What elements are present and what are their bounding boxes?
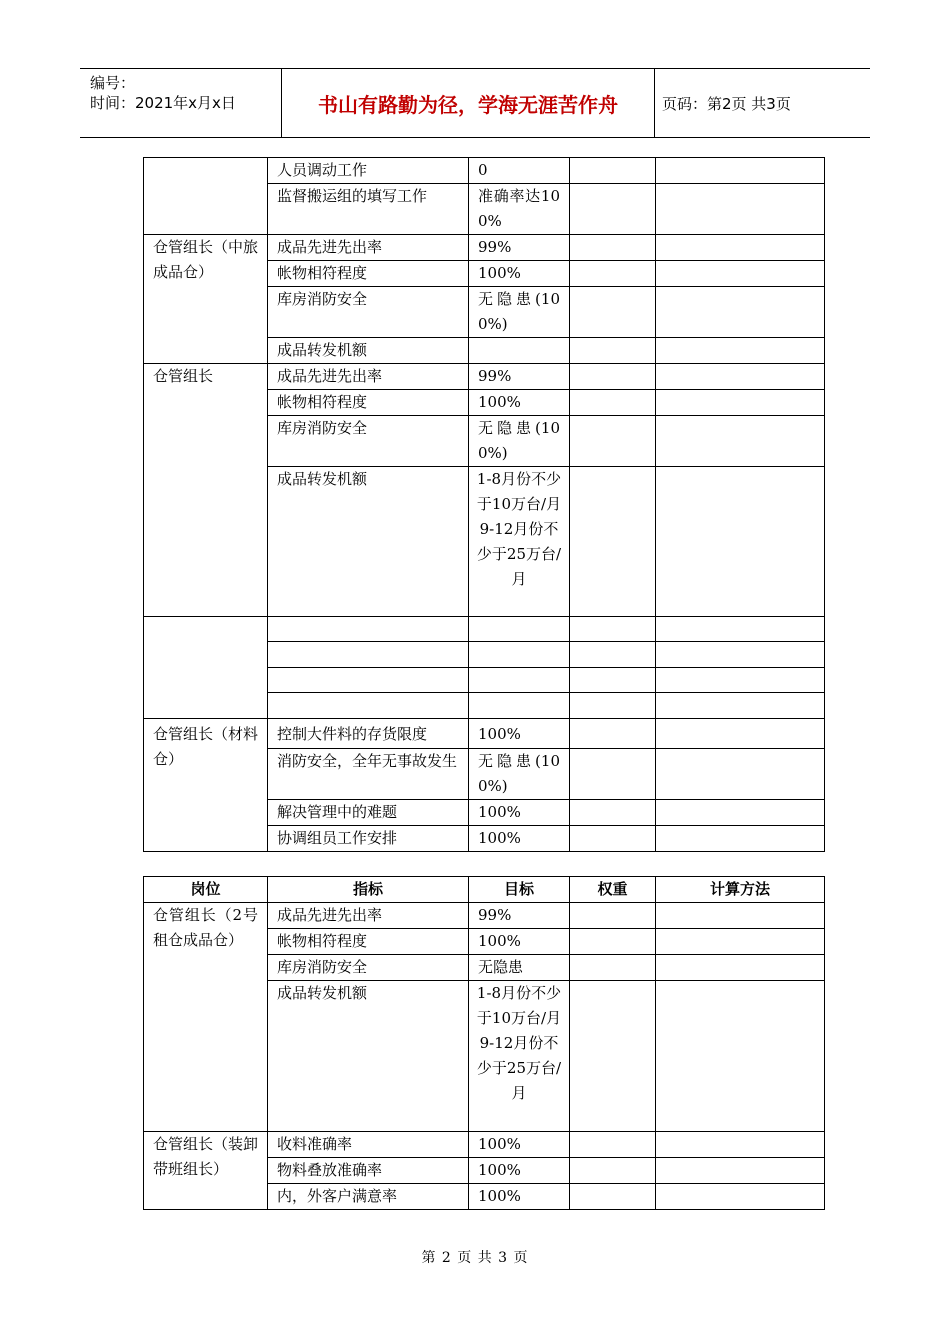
column-header-indicator: 指标 [268, 877, 469, 903]
target-cell: 100% [469, 390, 570, 416]
target-cell: 99% [469, 903, 570, 929]
table-header-row [144, 877, 825, 903]
indicator-cell [268, 693, 469, 719]
method-cell [656, 800, 825, 826]
position-cell: 仓管组长（材料仓） [144, 719, 268, 852]
weight-cell [570, 416, 656, 467]
indicator-cell: 成品先进先出率 [268, 903, 469, 929]
method-cell [656, 390, 825, 416]
kpi-table [143, 876, 825, 1210]
target-cell: 100% [469, 1158, 570, 1184]
target-cell: 1-8月份不少于10万台/月 9-12月份不少于25万台/月 [469, 467, 570, 617]
method-cell [656, 338, 825, 364]
weight-cell [570, 642, 656, 668]
weight-cell [570, 364, 656, 390]
method-cell [656, 719, 825, 749]
weight-cell [570, 338, 656, 364]
indicator-cell: 帐物相符程度 [268, 390, 469, 416]
target-cell: 无隐患(100%) [469, 287, 570, 338]
method-cell [656, 693, 825, 719]
target-cell: 100% [469, 1184, 570, 1210]
weight-cell [570, 467, 656, 617]
method-cell [656, 467, 825, 617]
method-cell [656, 749, 825, 800]
header-meta [90, 73, 280, 113]
method-cell [656, 826, 825, 852]
target-cell: 100% [469, 261, 570, 287]
position-cell: 仓管组长（装卸带班组长） [144, 1132, 268, 1210]
column-header-method: 计算方法 [656, 877, 825, 903]
method-cell [656, 416, 825, 467]
indicator-cell: 库房消防安全 [268, 416, 469, 467]
method-cell [656, 929, 825, 955]
target-cell: 1-8月份不少于10万台/月 9-12月份不少于25万台/月 [469, 981, 570, 1132]
header-motto: 书山有路勤为径，学海无涯苦作舟 [318, 92, 618, 117]
weight-cell [570, 668, 656, 693]
column-header-position: 岗位 [144, 877, 268, 903]
target-cell: 99% [469, 364, 570, 390]
target-cell: 无隐患(100%) [469, 416, 570, 467]
weight-cell [570, 693, 656, 719]
indicator-cell: 帐物相符程度 [268, 261, 469, 287]
weight-cell [570, 1158, 656, 1184]
target-cell: 无隐患(100%) [469, 749, 570, 800]
method-cell [656, 184, 825, 235]
column-header-weight: 权重 [570, 877, 656, 903]
indicator-cell [268, 617, 469, 642]
method-cell [656, 1184, 825, 1210]
table-row [144, 1132, 825, 1158]
weight-cell [570, 158, 656, 184]
indicator-cell: 库房消防安全 [268, 287, 469, 338]
method-cell [656, 668, 825, 693]
weight-cell [570, 903, 656, 929]
indicator-cell: 成品转发机额 [268, 467, 469, 617]
table-row [144, 235, 825, 261]
indicator-cell: 协调组员工作安排 [268, 826, 469, 852]
method-cell [656, 1132, 825, 1158]
weight-cell [570, 955, 656, 981]
header-divider [654, 69, 655, 137]
weight-cell [570, 184, 656, 235]
table-row [144, 903, 825, 929]
target-cell: 99% [469, 235, 570, 261]
indicator-cell: 内，外客户满意率 [268, 1184, 469, 1210]
indicator-cell: 成品转发机额 [268, 981, 469, 1132]
indicator-cell [268, 668, 469, 693]
indicator-cell: 监督搬运组的填写工作 [268, 184, 469, 235]
target-cell [469, 668, 570, 693]
position-cell: 仓管组长（2号租仓成品仓） [144, 903, 268, 1132]
method-cell [656, 1158, 825, 1184]
indicator-cell: 解决管理中的难题 [268, 800, 469, 826]
indicator-cell: 物料叠放准确率 [268, 1158, 469, 1184]
page-header [80, 68, 870, 138]
weight-cell [570, 1184, 656, 1210]
indicator-cell: 成品先进先出率 [268, 364, 469, 390]
indicator-cell: 人员调动工作 [268, 158, 469, 184]
weight-cell [570, 800, 656, 826]
column-header-target: 目标 [469, 877, 570, 903]
target-cell [469, 642, 570, 668]
indicator-cell: 成品先进先出率 [268, 235, 469, 261]
weight-cell [570, 261, 656, 287]
method-cell [656, 981, 825, 1132]
method-cell [656, 642, 825, 668]
position-cell [144, 617, 268, 719]
target-cell: 0 [469, 158, 570, 184]
method-cell [656, 158, 825, 184]
indicator-cell: 收料准确率 [268, 1132, 469, 1158]
indicator-cell: 帐物相符程度 [268, 929, 469, 955]
target-cell: 100% [469, 929, 570, 955]
weight-cell [570, 826, 656, 852]
header-page-info: 页码：第2页 共3页 [662, 94, 791, 113]
method-cell [656, 235, 825, 261]
target-cell: 无隐患 [469, 955, 570, 981]
method-cell [656, 955, 825, 981]
target-cell: 100% [469, 719, 570, 749]
table-row [144, 719, 825, 749]
weight-cell [570, 617, 656, 642]
target-cell: 100% [469, 826, 570, 852]
weight-cell [570, 390, 656, 416]
target-cell: 准确率达100% [469, 184, 570, 235]
target-cell [469, 693, 570, 719]
position-cell [144, 158, 268, 235]
method-cell [656, 364, 825, 390]
page-footer: 第 2 页 共 3 页 [421, 1250, 529, 1266]
target-cell [469, 617, 570, 642]
method-cell [656, 287, 825, 338]
weight-cell [570, 929, 656, 955]
target-cell [469, 338, 570, 364]
method-cell [656, 617, 825, 642]
indicator-cell: 消防安全，全年无事故发生 [268, 749, 469, 800]
indicator-cell: 库房消防安全 [268, 955, 469, 981]
weight-cell [570, 235, 656, 261]
document-date: 时间：2021年x月x日 [90, 94, 236, 112]
weight-cell [570, 719, 656, 749]
indicator-cell: 控制大件料的存货限度 [268, 719, 469, 749]
document-number-label: 编号： [90, 74, 136, 92]
table-row [144, 617, 825, 642]
weight-cell [570, 749, 656, 800]
position-cell: 仓管组长（中旅成品仓） [144, 235, 268, 364]
weight-cell [570, 981, 656, 1132]
weight-cell [570, 287, 656, 338]
table-row [144, 158, 825, 184]
kpi-table-continued [143, 157, 825, 852]
position-cell: 仓管组长 [144, 364, 268, 617]
indicator-cell [268, 642, 469, 668]
weight-cell [570, 1132, 656, 1158]
target-cell: 100% [469, 1132, 570, 1158]
table-row [144, 364, 825, 390]
method-cell [656, 903, 825, 929]
method-cell [656, 261, 825, 287]
target-cell: 100% [469, 800, 570, 826]
indicator-cell: 成品转发机额 [268, 338, 469, 364]
